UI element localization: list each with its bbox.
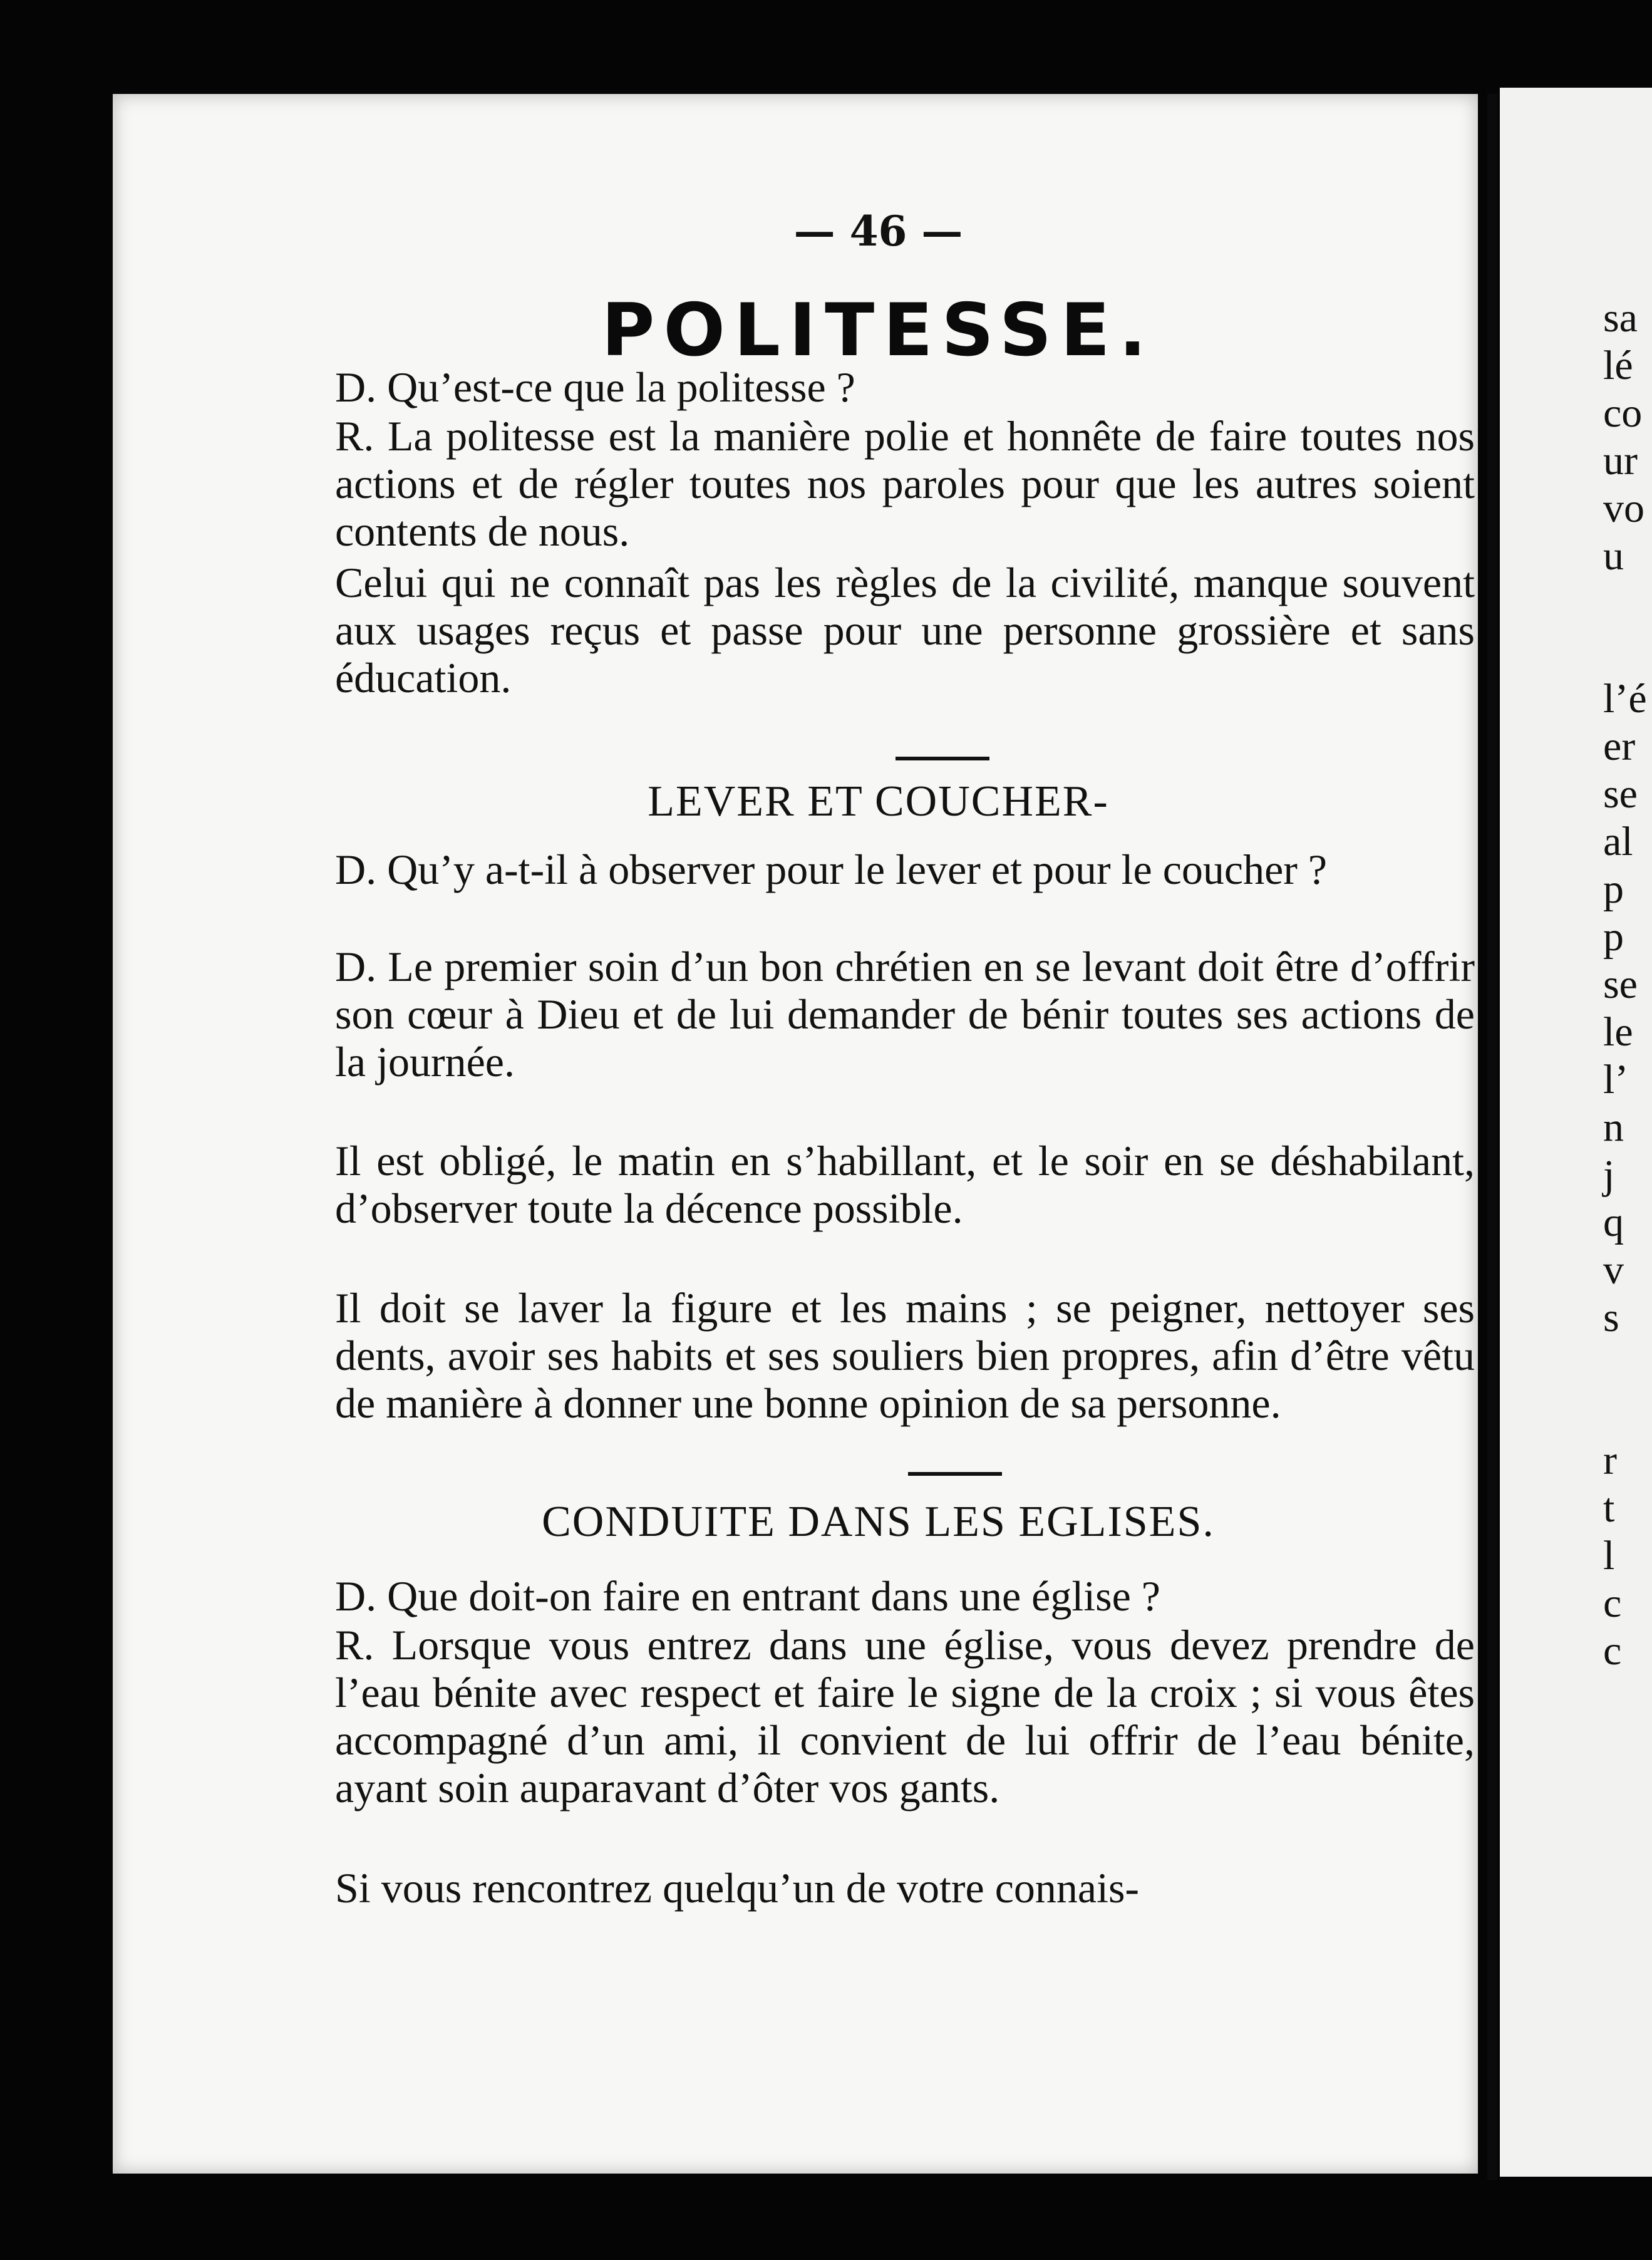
paragraph-toilette: Il doit se laver la figure et les mains ; se peigner, nettoyer ses dents, avoir ses habits et ses souliers bien propres, afin d’être vêtu de manière à donner une bonne opinion de sa personne. <box>335 1284 1475 1427</box>
paragraph-answer-lever: D. Le premier soin d’un bon chrétien en se levant doit être d’offrir son cœur à Dieu et de lui demander de bénir toutes ses actions de la journée. <box>335 943 1475 1086</box>
paragraph-rencontre: Si vous rencontrez quelqu’un de votre connais- <box>335 1864 1140 1912</box>
section-divider <box>896 757 989 760</box>
paragraph-answer-eglise: R. Lorsque vous entrez dans une église, vous devez prendre de l’eau bénite avec respect et faire le signe de la croix ; si vous êtes accompagné d’un ami, il convient de lui offrir de l’eau bénite, ayant soin auparavant d’ôter vos gants. <box>335 1621 1475 1812</box>
paragraph-decence: Il est obligé, le matin en s’habillant, et le soir en se déshabilant, d’observer toute la décence possible. <box>335 1137 1475 1232</box>
section-divider <box>908 1472 1002 1476</box>
adjacent-page-text: sa lé co ur vo u l’é er se al p p se le l’ n j q v s r t l c c <box>1603 295 1647 1674</box>
page-number: — 46 — <box>793 207 963 256</box>
section-heading-eglises: CONDUITE DANS LES EGLISES. <box>542 1498 1215 1546</box>
paragraph-question-eglise: D. Que doit-on faire en entrant dans une église ? <box>335 1572 1160 1620</box>
scanned-page <box>113 94 1478 2174</box>
chapter-title: POLITESSE. <box>601 288 1155 373</box>
paragraph-question-politesse: D. Qu’est-ce que la politesse ? <box>335 363 855 411</box>
book-gutter <box>1487 94 1497 2180</box>
paragraph-civilite: Celui qui ne connaît pas les règles de la civilité, manque souvent aux usages reçus et passe pour une personne grossière et sans éducation. <box>335 559 1475 702</box>
paragraph-answer-politesse: R. La politesse est la manière polie et honnête de faire toutes nos actions et de régler toutes nos paroles pour que les autres soient contents de nous. <box>335 412 1475 555</box>
paragraph-question-lever: D. Qu’y a-t-il à observer pour le lever et pour le coucher ? <box>335 846 1328 893</box>
section-heading-lever: LEVER ET COUCHER- <box>648 777 1109 826</box>
